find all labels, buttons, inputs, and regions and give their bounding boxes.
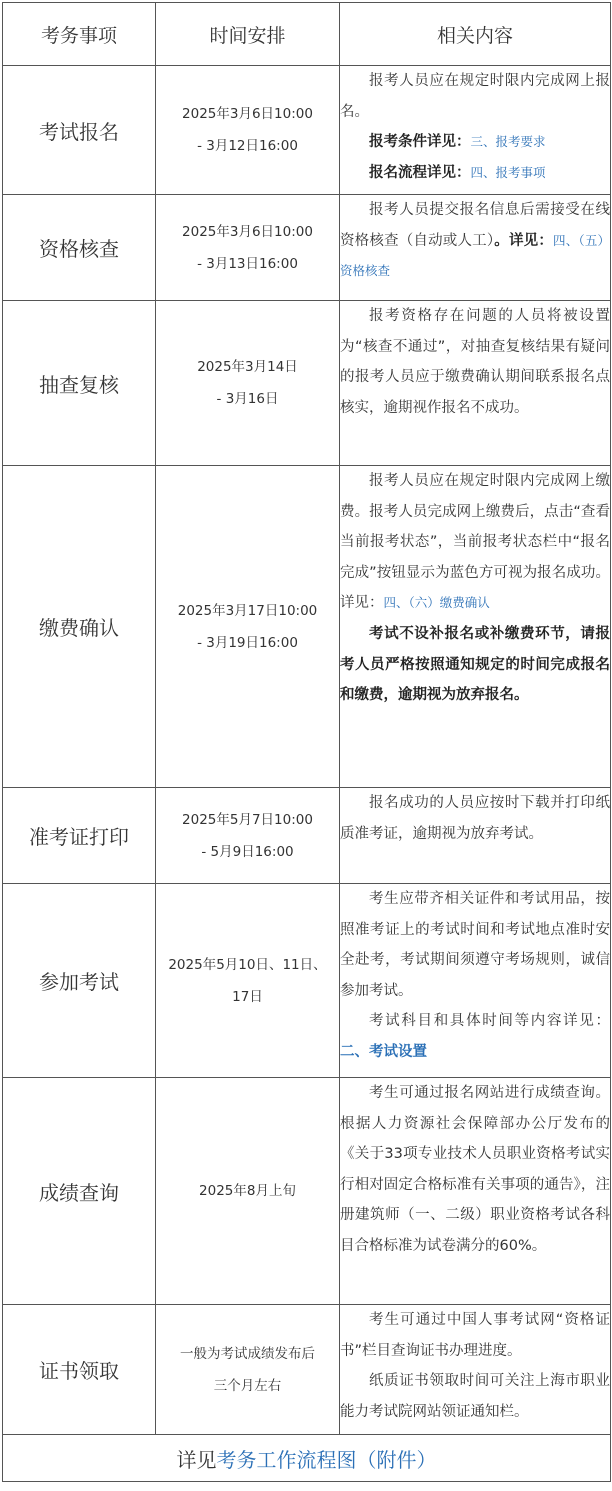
time-line: - 3月16日	[216, 391, 279, 407]
content-paragraph	[340, 1006, 610, 1067]
table-row	[3, 66, 611, 195]
time-line: 一般为考试成绩发布后	[180, 1345, 315, 1362]
time-line: - 3月12日16:00	[197, 138, 298, 154]
reference-link[interactable]: 四、（五）资格核查	[340, 232, 610, 279]
content-text: 报考人员提交报名信息后需接受在线资格核查（自动或人工）	[340, 202, 610, 249]
content-paragraph: 报名成功的人员应按时下载并打印纸质准考证，逾期视为放弃考试。	[340, 795, 610, 842]
table-row	[3, 1078, 611, 1305]
time-line: 2025年3月6日10:00	[182, 106, 313, 122]
row-item-label: 证书领取	[3, 1305, 156, 1435]
reference-link[interactable]: 四、（六）缴费确认	[383, 595, 490, 611]
row-time-cell	[156, 788, 340, 884]
reference-link[interactable]: 三、报考要求	[470, 134, 546, 150]
row-time-cell	[156, 301, 340, 466]
exam-schedule-table	[2, 2, 611, 1482]
content-paragraph	[340, 158, 610, 189]
row-item-label: 资格核查	[3, 195, 156, 301]
row-content-cell	[340, 788, 611, 884]
content-text: 考试科目和具体时间等内容详见：	[369, 1013, 610, 1030]
content-paragraph	[340, 127, 610, 158]
row-time-cell	[156, 195, 340, 301]
footer-cell	[3, 1435, 611, 1482]
footer-prefix: 详见	[176, 1447, 217, 1472]
content-text: 报考人员应在规定时限内完成网上缴费。报考人员完成网上缴费后，点击“查看当前报考状态”，当前报考状态栏中“报名完成”按钮显示为蓝色方可视为报名成功。详见：	[340, 473, 610, 612]
content-bold: 。详见：	[494, 232, 554, 249]
content-bold: 报名流程详见：	[369, 164, 471, 181]
content-bold: 报考条件详见：	[369, 134, 471, 151]
time-line: 2025年3月17日10:00	[177, 602, 318, 619]
table-row	[3, 301, 611, 466]
time-line: 三个月左右	[213, 1377, 282, 1394]
time-line: - 3月19日16:00	[197, 634, 298, 651]
row-item-label: 缴费确认	[3, 466, 156, 788]
row-content-cell	[340, 66, 611, 195]
time-line: - 5月9日16:00	[201, 843, 294, 860]
table-row	[3, 195, 611, 301]
row-content-cell	[340, 466, 611, 788]
workflow-chart-link[interactable]: 考务工作流程图（附件）	[216, 1447, 437, 1472]
row-item-label: 抽查复核	[3, 301, 156, 466]
table-header-row	[3, 3, 611, 66]
content-paragraph	[340, 466, 610, 619]
time-line: 17日	[232, 988, 263, 1005]
reference-link[interactable]: 二、考试设置	[340, 1043, 427, 1060]
row-time-cell	[156, 1078, 340, 1305]
time-line: - 3月13日16:00	[197, 255, 298, 272]
table-row	[3, 788, 611, 884]
row-content-cell	[340, 195, 611, 301]
content-paragraph: 考生可通过报名网站进行成绩查询。根据人力资源社会保障部办公厅发布的《关于33项专业技术人员职业资格考试实行相对固定合格标准有关事项的通告》，注册建筑师（一、二级）职业资格考试各科目合格标准为试卷满分的60%。	[340, 1085, 610, 1254]
time-line: 2025年8月上旬	[199, 1183, 296, 1199]
row-item-label: 成绩查询	[3, 1078, 156, 1305]
time-line: 2025年3月6日10:00	[182, 223, 313, 240]
row-item-label: 参加考试	[3, 884, 156, 1078]
reference-link[interactable]: 四、报考事项	[470, 164, 546, 180]
header-time-schedule: 时间安排	[156, 3, 340, 66]
row-item-label: 考试报名	[3, 66, 156, 195]
content-paragraph: 报考资格存在问题的人员将被设置为“核查不通过”，对抽查复核结果有疑问的报考人员应于缴费确认期间联系报名点核实，逾期视作报名不成功。	[340, 308, 610, 416]
time-line: 2025年5月10日、11日、	[168, 956, 327, 973]
table-row	[3, 884, 611, 1078]
header-exam-item: 考务事项	[3, 3, 156, 66]
row-time-cell	[156, 1305, 340, 1435]
time-line: 2025年3月14日	[197, 359, 298, 375]
table-row	[3, 466, 611, 788]
time-line: 2025年5月7日10:00	[182, 811, 313, 828]
row-time-cell	[156, 66, 340, 195]
row-item-label: 准考证打印	[3, 788, 156, 884]
row-content-cell	[340, 884, 611, 1078]
content-paragraph: 报考人员应在规定时限内完成网上报名。	[340, 73, 610, 120]
content-paragraph: 考生应带齐相关证件和考试用品，按照准考证上的考试时间和考试地点准时安全赴考，考试期间须遵守考场规则，诚信参加考试。	[340, 891, 610, 999]
table-footer-row	[3, 1435, 611, 1482]
row-content-cell	[340, 301, 611, 466]
content-paragraph: 纸质证书领取时间可关注上海市职业能力考试院网站领证通知栏。	[340, 1373, 610, 1420]
table-row	[3, 1305, 611, 1435]
header-related-content: 相关内容	[340, 3, 611, 66]
row-content-cell	[340, 1305, 611, 1435]
row-time-cell	[156, 884, 340, 1078]
row-content-cell	[340, 1078, 611, 1305]
content-paragraph: 考生可通过中国人事考试网“资格证书”栏目查询证书办理进度。	[340, 1312, 610, 1359]
content-bold: 考试不设补报名或补缴费环节，请报考人员严格按照通知规定的时间完成报名和缴费，逾期视为放弃报名。	[340, 625, 610, 704]
content-paragraph	[340, 195, 610, 287]
row-time-cell	[156, 466, 340, 788]
